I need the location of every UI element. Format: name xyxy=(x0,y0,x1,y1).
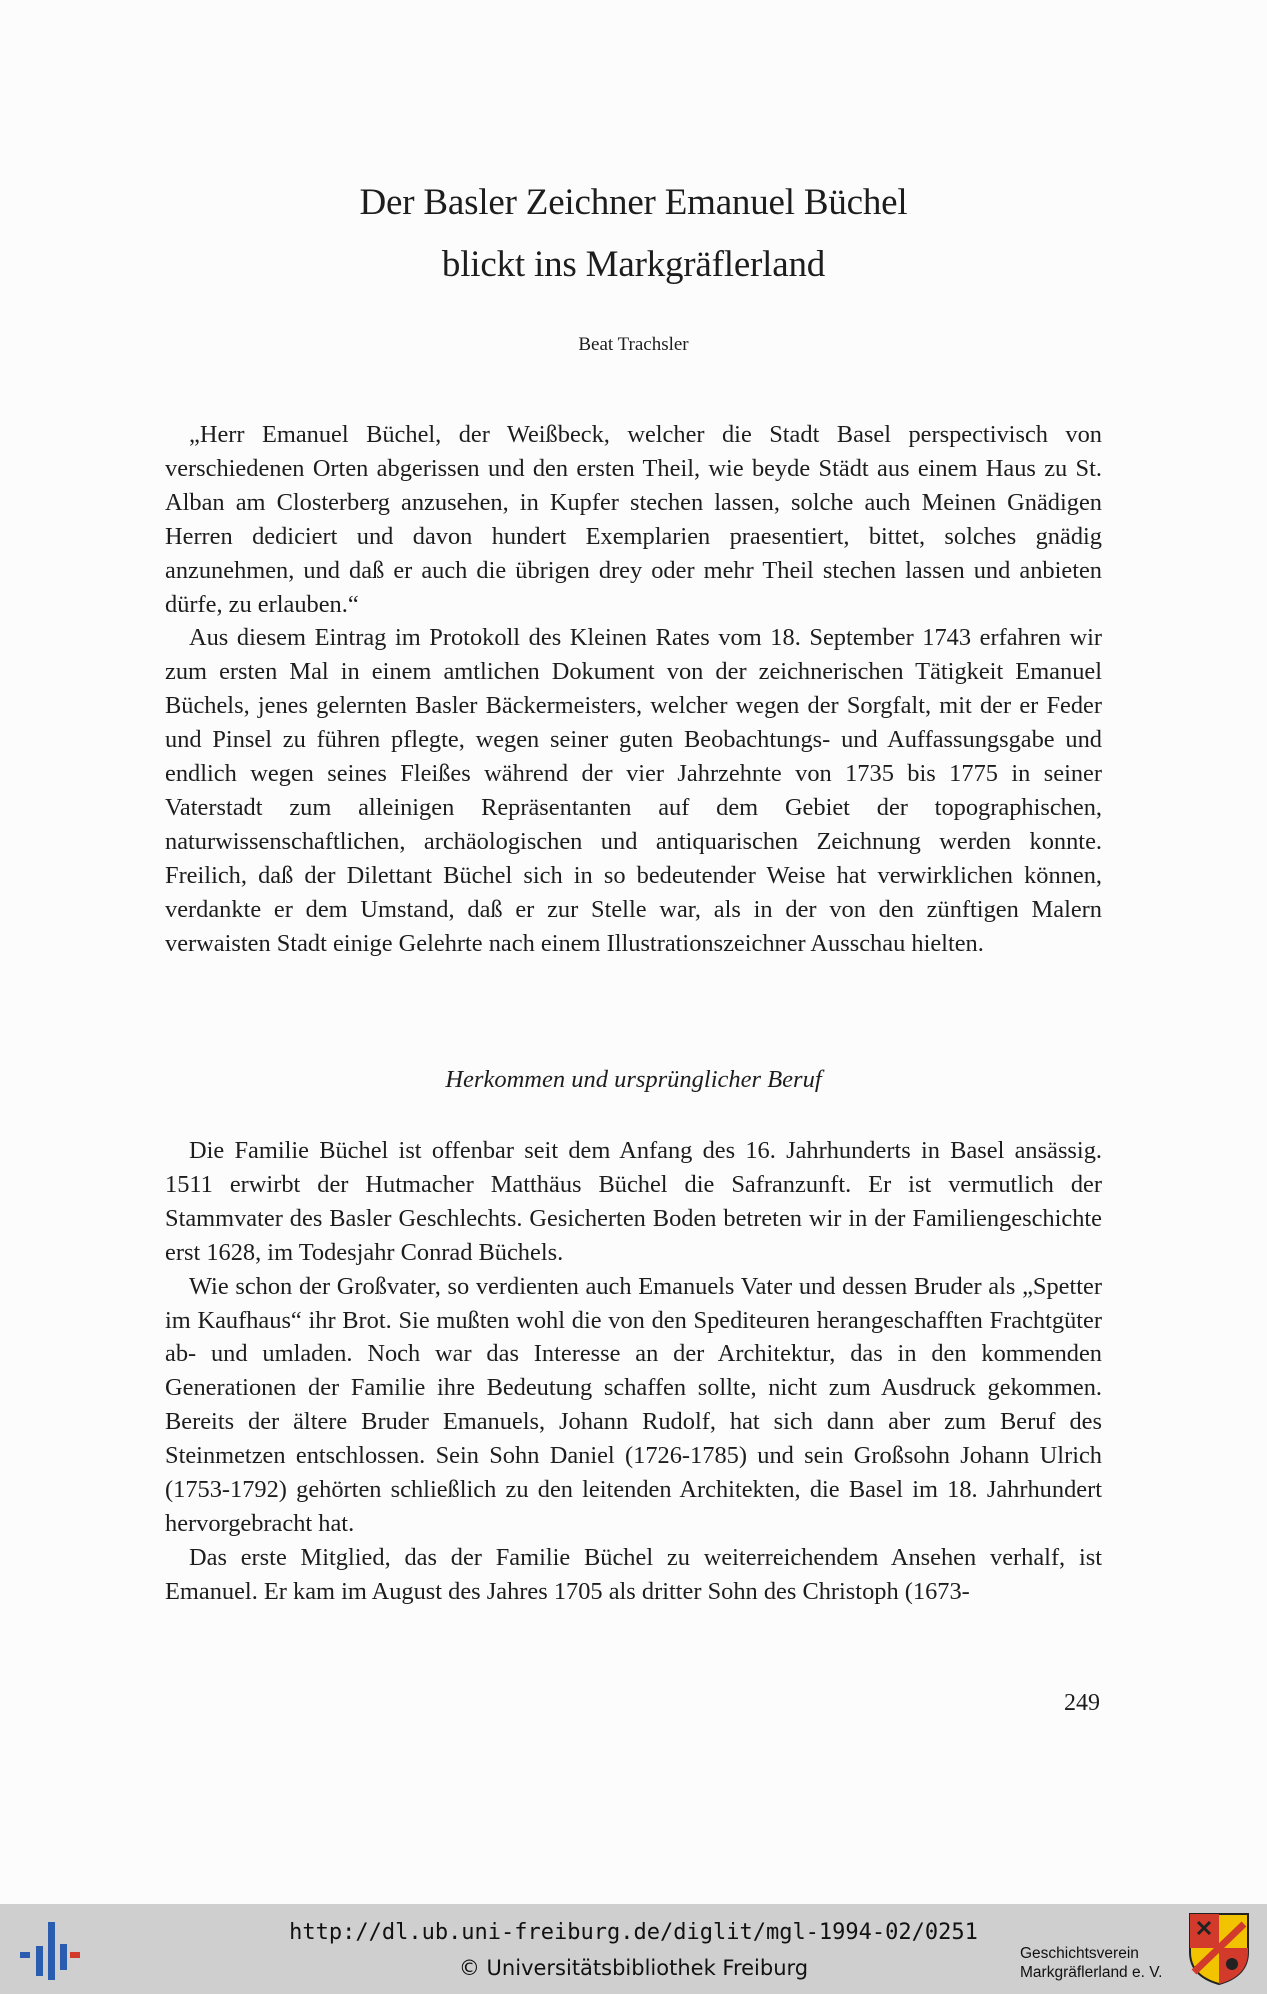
paragraph: Wie schon der Großvater, so verdienten auch Emanuels Vater und dessen Bruder als „Spetter im Kaufhaus“ ihr Brot. Sie mußten wohl die von den Spediteuren herangeschafften Frachtgüter ab- und umladen. Noch war das Interesse an der Architektur, das in den kommenden Generationen der Familie ihre Bedeutung schaffen sollte, nicht zum Ausdruck gekommen. Bereits der ältere Bruder Emanuels, Johann Rudolf, hat sich dann aber zum Beruf des Steinmetzen entschlossen. Sein Sohn Daniel (1726-1785) und sein Großsohn Johann Ulrich (1753-1792) gehörten schließlich zu den leitenden Architekten, die Basel im 18. Jahrhundert hervorgebracht hat. xyxy=(165,1272,1102,1537)
section-text xyxy=(165,1134,1102,1609)
copyright-notice: © Universitätsbibliothek Freiburg xyxy=(458,1956,809,1980)
paragraph-quote: „Herr Emanuel Büchel, der Weißbeck, welcher die Stadt Basel perspectivisch von verschiedenen Orten abgerissen und den ersten Theil, wie beyde Städt aus einem Haus zu St. Alban am Closterberg anzusehen, in Kupfer stechen lassen, solche auch Meinen Gnädigen Herren dediciert und davon hundert Exemplarien praesentiert, bittet, solches gnädig anzunehmen, und daß er auch die übrigen drey oder mehr Theil stechen lassen und anbieten dürfe, zu erlauben.“ xyxy=(165,421,1102,618)
page-number: 249 xyxy=(1064,1690,1100,1716)
intro-text xyxy=(165,418,1102,961)
title-line-2: blickt ins Markgräflerland xyxy=(441,244,826,285)
paragraph: Aus diesem Eintrag im Protokoll des Kleinen Rates vom 18. September 1743 erfahren wir zum ersten Mal in einem amtlichen Dokument von der zeichnerischen Tätigkeit Emanuel Büchels, jenes gelernten Basler Bäckermeisters, welcher wegen der Sorgfalt, mit der er Feder und Pinsel zu führen pflegte, wegen seiner guten Beobachtungs- und Auffassungsgabe und endlich wegen seines Fleißes während der vier Jahrzehnte von 1735 bis 1775 in seiner Vaterstadt zum alleinigen Repräsentanten auf dem Gebiet der topographischen, naturwissenschaftlichen, archäologischen und antiquarischen Zeichnung werden konnte. Freilich, daß der Dilettant Büchel sich in so bedeutender Weise hat verwirklichen können, verdankte er dem Umstand, daß er zur Stelle war, als in der von den zünftigen Malern verwaisten Stadt einige Gelehrte nach einem Illustrationszeichner Ausschau hielten. xyxy=(165,624,1102,957)
source-url-link[interactable]: http://dl.ub.uni-freiburg.de/diglit/mgl-1994-02/0251 xyxy=(289,1920,978,1945)
title-line-1: Der Basler Zeichner Emanuel Büchel xyxy=(359,182,908,223)
footer-bar xyxy=(0,1904,1267,1994)
paragraph: Die Familie Büchel ist offenbar seit dem Anfang des 16. Jahrhunderts in Basel ansässig. 1511 erwirbt der Hutmacher Matthäus Büchel die Safranzunft. Er ist vermutlich der Stammvater des Basler Geschlechts. Gesicherten Boden betreten wir in der Familiengeschichte erst 1628, im Todesjahr Conrad Büchels. xyxy=(165,1137,1102,1266)
article-title xyxy=(0,172,1267,296)
society-line-2: Markgräflerland e. V. xyxy=(1020,1964,1163,1981)
coat-of-arms-icon xyxy=(1188,1912,1250,1986)
society-name xyxy=(1020,1944,1162,1982)
section-heading: Herkommen und ursprünglicher Beruf xyxy=(445,1066,822,1093)
author-name: Beat Trachsler xyxy=(578,334,689,355)
society-line-1: Geschichtsverein xyxy=(1020,1945,1139,1962)
paragraph: Das erste Mitglied, das der Familie Büchel zu weiterreichendem Ansehen verhalf, ist Emanuel. Er kam im August des Jahres 1705 als dritter Sohn des Christoph (1673- xyxy=(165,1543,1102,1605)
